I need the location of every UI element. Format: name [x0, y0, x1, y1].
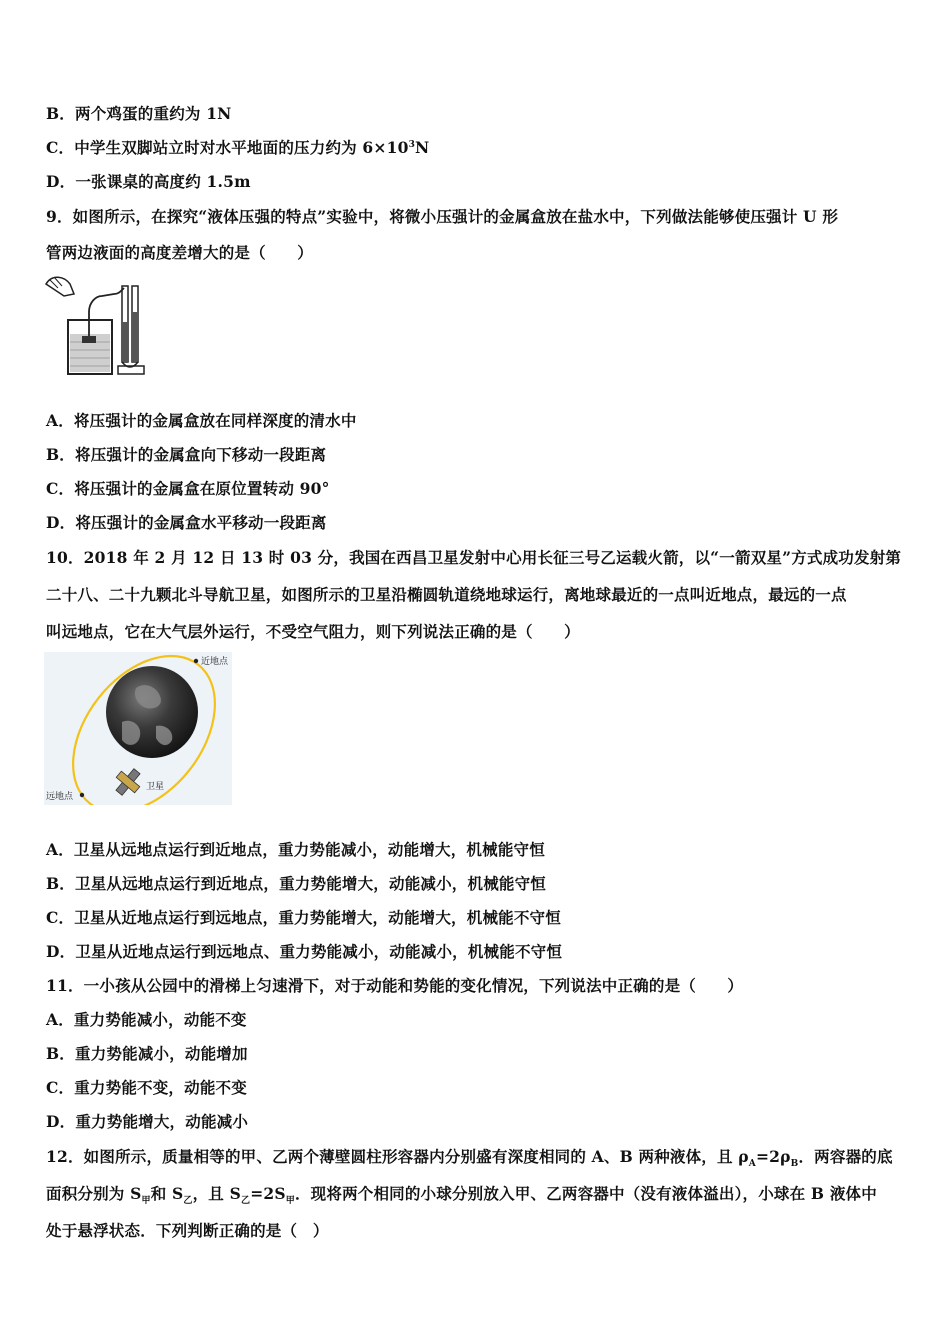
q9-option-d: D．将压强计的金属盒水平移动一段距离: [46, 513, 327, 532]
q9-option-b: B．将压强计的金属盒向下移动一段距离: [46, 445, 327, 464]
satellite-icon: [110, 764, 146, 801]
apogee-point: [80, 793, 84, 797]
q12-stem-line1: 12．如图所示，质量相等的甲、乙两个薄壁圆柱形容器内分别盛有深度相同的 A、B 两种液体，且 $\rho_A=2\rho_B$．两容器的底: [46, 1147, 893, 1170]
satellite-orbit-figure: [44, 652, 232, 805]
q8-option-b: B．两个鸡蛋的重约为 1N: [46, 104, 232, 123]
perigee-label: 近地点: [201, 657, 229, 667]
q10-stem-line3: 叫远地点，它在大气层外运行，不受空气阻力，则下列说法正确的是（ ）: [46, 622, 580, 641]
q10-stem-line1: 10．2018 年 2 月 12 日 13 时 03 分，我国在西昌卫星发射中心用长征三号乙运载火箭，以“一箭双星”方式成功发射第: [46, 548, 902, 567]
pressure-gauge-figure: [44, 272, 148, 380]
q9-stem-line1: 9．如图所示，在探究“液体压强的特点”实验中，将微小压强计的金属盒放在盐水中，下列做法能够使压强计 U 形: [46, 207, 839, 226]
q11-option-c: C．重力势能不变，动能不变: [46, 1078, 247, 1097]
q8-option-d: D．一张课桌的高度约 1.5m: [46, 172, 251, 191]
q11-option-d: D．重力势能增大，动能减小: [46, 1112, 249, 1131]
apogee-label: 远地点: [46, 792, 74, 802]
satellite-label: 卫星: [146, 782, 165, 792]
q12-stem-line2: 面积分别为 $S_甲$和 $S_乙$，且 $S_乙=2S_甲$．现将两个相同的小球分别放入甲、乙两容器中（没有液体溢出），小球在 B 液体中: [46, 1184, 877, 1207]
q9-option-c: C．将压强计的金属盒在原位置转动 90°: [46, 479, 330, 498]
q9-option-a: A．将压强计的金属盒放在同样深度的清水中: [46, 411, 357, 430]
q11-option-a: A．重力势能减小，动能不变: [46, 1010, 247, 1029]
q10-option-d: D．卫星从近地点运行到远地点、重力势能减小，动能减小，机械能不守恒: [46, 942, 563, 961]
q10-option-b: B．卫星从远地点运行到近地点，重力势能增大，动能减小，机械能守恒: [46, 874, 547, 893]
q11-stem: 11．一小孩从公园中的滑梯上匀速滑下，对于动能和势能的变化情况，下列说法中正确的是（ ）: [46, 976, 744, 995]
perigee-point: [194, 659, 198, 663]
q11-option-b: B．重力势能减小，动能增加: [46, 1044, 248, 1063]
earth-icon: [106, 666, 198, 758]
q8-option-c: C．中学生双脚站立时对水平地面的压力约为 $6\times 10^3N$: [46, 138, 430, 157]
q10-stem-line2: 二十八、二十九颗北斗导航卫星，如图所示的卫星沿椭圆轨道绕地球运行，离地球最近的一点叫近地点，最远的一点: [46, 585, 847, 604]
q9-stem-line2: 管两边液面的高度差增大的是（ ）: [46, 243, 313, 262]
q10-option-c: C．卫星从近地点运行到远地点，重力势能增大，动能增大，机械能不守恒: [46, 908, 561, 927]
q12-stem-line3: 处于悬浮状态．下列判断正确的是（ ）: [46, 1221, 329, 1240]
q10-option-a: A．卫星从远地点运行到近地点，重力势能减小，动能增大，机械能守恒: [46, 840, 545, 859]
